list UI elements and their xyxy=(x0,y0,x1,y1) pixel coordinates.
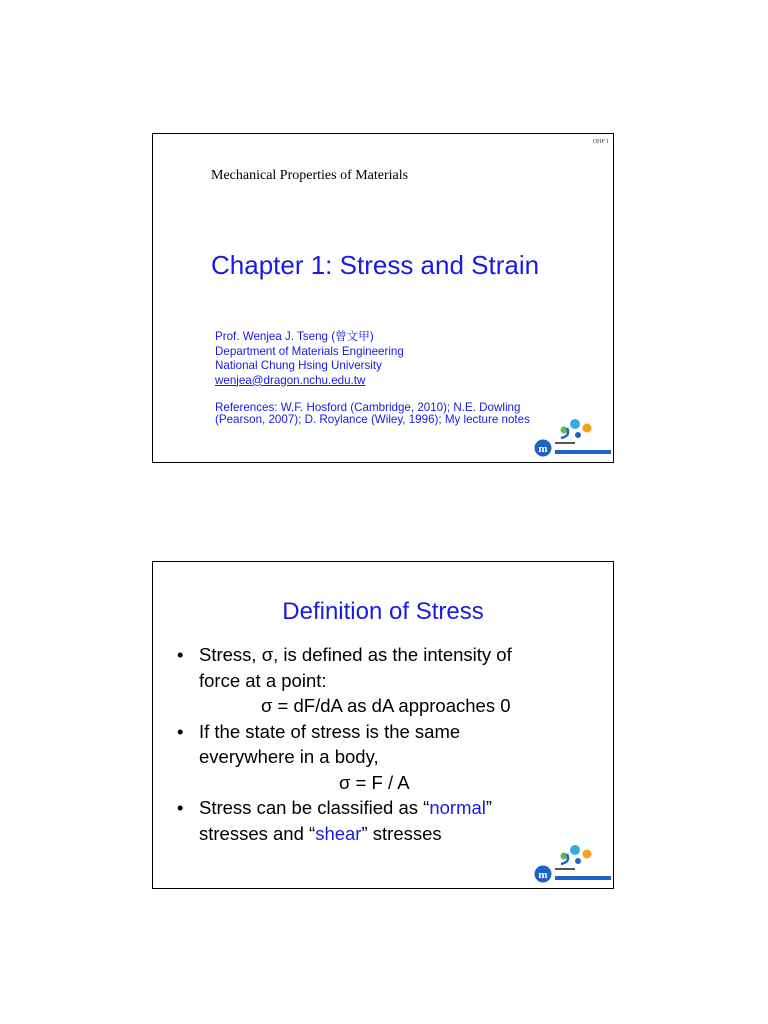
department-name: Department of Materials Engineering xyxy=(215,344,404,358)
university-logo xyxy=(531,416,613,462)
bullet-marker: • xyxy=(177,644,184,665)
bullet-marker: • xyxy=(177,797,184,818)
bullet-1 xyxy=(177,642,512,668)
equation-2: σ = F / A xyxy=(339,771,410,793)
author-info xyxy=(215,330,404,388)
slide-2 xyxy=(152,561,614,889)
bullet-marker: • xyxy=(177,720,184,742)
slide-title: Definition of Stress xyxy=(282,598,484,625)
bullet-3 xyxy=(177,795,512,821)
course-title: Mechanical Properties of Materials xyxy=(211,168,409,183)
university-logo xyxy=(531,842,613,888)
references-line-2: (Pearson, 2007); D. Roylance (Wiley, 1996); My lecture notes xyxy=(215,413,530,426)
slide-1 xyxy=(152,133,614,463)
bullet-3-line-2-prefix: stresses and “ xyxy=(199,822,316,844)
svg-text:m: m xyxy=(538,443,548,455)
svg-text:m: m xyxy=(538,869,548,881)
shear-term: shear xyxy=(315,822,362,844)
chapter-title: Chapter 1: Stress and Strain xyxy=(211,250,540,280)
bullet-1-line-1: Stress, σ, is defined as the intensity of xyxy=(199,644,512,665)
references xyxy=(215,402,530,426)
email-link[interactable]: wenjea@dragon.nchu.edu.tw xyxy=(215,373,366,387)
university-name: National Chung Hsing University xyxy=(215,359,382,372)
bullet-2-line-2: everywhere in a body, xyxy=(199,746,379,767)
bullet-3-suffix: ” xyxy=(485,797,493,818)
references-line-1: References: W.F. Hosford (Cambridge, 2010); N.E. Dowling xyxy=(215,401,521,414)
bullet-1-line-2: force at a point: xyxy=(199,669,327,691)
bullet-3-line-2-suffix: ” stresses xyxy=(361,822,442,844)
slide-number: OHP 1 xyxy=(592,139,609,145)
slide-body xyxy=(177,642,512,846)
author-name: Prof. Wenjea J. Tseng (曾文甲) xyxy=(215,330,374,343)
bullet-3-prefix: Stress can be classified as “ xyxy=(199,797,430,818)
bullet-2 xyxy=(177,719,512,745)
normal-term: normal xyxy=(429,797,486,818)
bullet-2-line-1: If the state of stress is the same xyxy=(199,720,461,742)
equation-1: σ = dF/dA as dA approaches 0 xyxy=(261,695,511,716)
bullet-3-line-2 xyxy=(177,821,512,847)
